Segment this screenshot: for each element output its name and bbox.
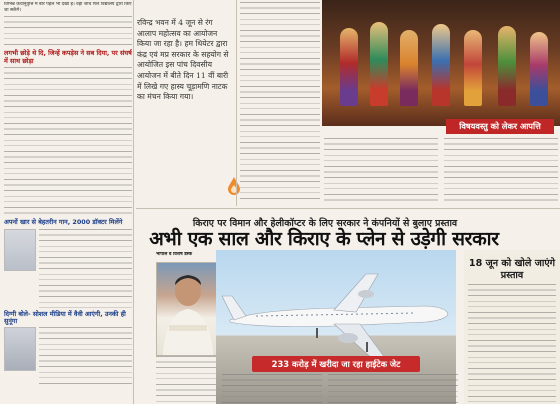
dancer-figure (340, 28, 358, 106)
dancer-figure (464, 30, 482, 106)
middle-body-text (240, 2, 320, 202)
main-story-text-2 (222, 374, 322, 404)
left-headline-3: दिग्गी बोले- सोशल मीडिया में वैवी आएंगी, उनकी ही सुनूंगा (4, 309, 126, 326)
dancer-figure (530, 32, 548, 106)
left-inset-photo (4, 229, 36, 271)
below-photo-text-2 (444, 138, 558, 204)
left-inset-photo-2 (4, 327, 36, 371)
below-photo-right (444, 138, 558, 206)
left-headline-2: अपनों खार से बेहतरीन गान, 2000 डॉक्टर मिलेंगे (4, 218, 123, 227)
dancer-figure (432, 24, 450, 106)
drop-logo-icon (227, 176, 241, 196)
dancer-figure (498, 26, 516, 106)
main-story-col-1 (156, 356, 218, 402)
dancer-figure (370, 22, 388, 106)
middle-column (240, 2, 320, 204)
left-body-text-2 (4, 67, 132, 217)
main-story-col-2 (222, 374, 322, 404)
side-story-box (464, 250, 560, 404)
dance-performance-photo (322, 0, 560, 126)
main-story-text-3 (328, 374, 458, 404)
left-body-text-4 (39, 327, 132, 387)
quote-text: रविन्द्र भवन में 4 जून से रंग आलाप महोत्सव का आयोजन किया जा रहा है। हम थियेटर द्वारा कंद्र एवं मप्र सरकार के सहयोग से आयोजित इस पांच दिवसीय आयोजन में बीते दिन 11 वीं बारी में लिखे गए हास्य चूड़ामणि नाटक का मंचन किया गया। (137, 18, 229, 102)
main-byline: भोपाल व विशेष डेस्क (156, 252, 192, 257)
column-rule-1 (133, 0, 134, 404)
left-top-text: विभिन्न कथानुवृत्ति में बीरे पहले भी देखा है। वहाँ जांच फिर विद्यालय द्वारा किए जा सकेंगे। (4, 2, 132, 14)
photo-band-caption: 233 करोड़ में खरीदा जा रहा हाईटेक जेट (252, 356, 420, 372)
left-body-text-1 (4, 16, 132, 48)
main-story-text-1 (156, 356, 218, 402)
main-story-col-3 (328, 374, 458, 404)
left-body-text-3 (39, 229, 132, 309)
column-rule-2 (236, 0, 237, 206)
dancer-figure (400, 30, 418, 106)
left-headline-1: लगभी छोड़े थे दि, जिन्हें कपड़ेस ने सब दिया, पर संघर्ष में साथ छोड़ा (4, 49, 132, 65)
main-story-headline: अभी एक साल और किराए के प्लेन से उड़ेगी सरकार (149, 228, 499, 250)
portrait-figure-icon (157, 263, 219, 355)
below-photo-left (324, 138, 438, 206)
minister-portrait-photo (156, 262, 220, 356)
photo-caption-banner: विषयवस्तु को लेकर आपत्ति (446, 119, 554, 134)
side-story-headline: 18 जून को खोले जाएंगे प्रस्ताव (468, 258, 556, 281)
left-column (4, 2, 132, 402)
quote-box (137, 4, 233, 174)
side-story-text (468, 284, 556, 402)
below-photo-text-1 (324, 138, 438, 204)
section-rule (136, 208, 560, 209)
main-story-kicker: किराए पर विमान और हेलीकॉप्टर के लिए सरकार ने कंपनियों से बुलाए प्रस्ताव (192, 218, 458, 229)
